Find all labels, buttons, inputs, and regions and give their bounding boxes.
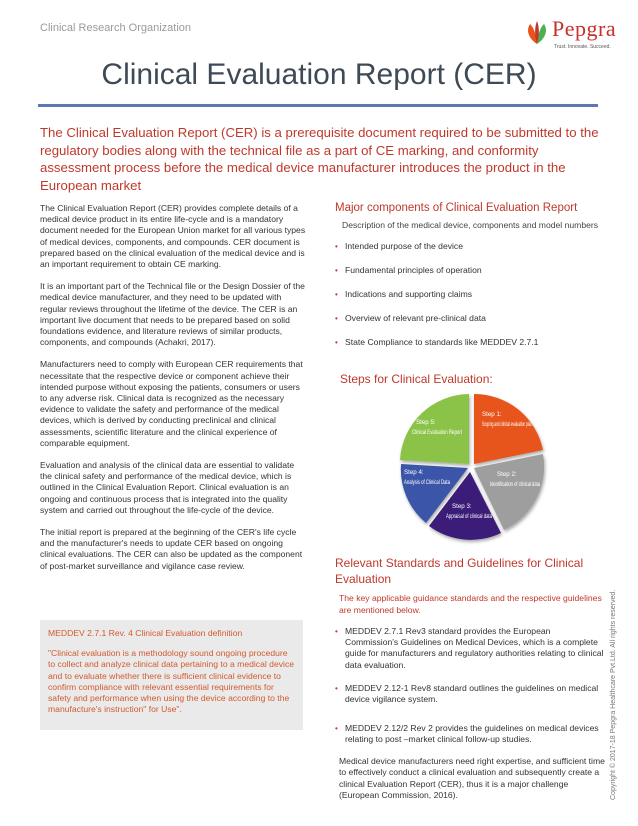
standards-list <box>335 626 605 746</box>
bullet-icon: • <box>335 683 338 693</box>
step-2-title: Step 2: <box>497 471 517 478</box>
body-paragraph: The Clinical Evaluation Report (CER) provides complete details of a medical device product in its entire life-cycle and is a mandatory document needed for the European Union market for all various types of medical devices, components, and compounds. CER document is prepared based on the clinical evaluation of the medical device and is an important requirement to obtain CE marking. <box>40 203 306 270</box>
title-divider <box>38 104 598 107</box>
standards-closing: Medical device manufacturers need right expertise, and sufficient time to effectively conduct a clinical evaluation and subsequently create a clinical Evaluation Report (CER), thus it is a major challenge (European Commission, 2016). <box>339 755 605 801</box>
standards-section <box>335 555 605 802</box>
definition-title: MEDDEV 2.7.1 Rev. 4 Clinical Evaluation definition <box>48 628 243 638</box>
standards-sub: The key applicable guidance standards and the respective guidelines are mentioned below. <box>339 593 602 615</box>
pepgra-logo <box>522 14 622 54</box>
list-item: • State Compliance to standards like MEDDEV 2.7.1 <box>335 337 539 348</box>
step-5-title: Step 5: <box>416 419 436 426</box>
bullet-icon: • <box>335 241 338 251</box>
list-item: • MEDDEV 2.12/2 Rev 2 provides the guidelines on medical devices relating to post –market clinical follow-up studies. <box>335 723 599 745</box>
step-3-title: Step 3: <box>452 503 472 510</box>
logo-tagline: Trust. Innovate. Succeed. <box>554 44 611 50</box>
definition-text: "Clinical evaluation is a methodology sound ongoing procedure to collect and analyze clinical data pertaining to a medical device and to evaluate whether there is sufficient clinical evidence to confirm compliance with relevant essential requirements for safety and performance when using the device according to the manufacture's instruction" for Use". <box>48 648 295 715</box>
logo-name: Pepgra <box>552 16 617 41</box>
list-item: • MEDDEV 2.7.1 Rev3 standard provides the European Commission's Guidelines on Medical Devices, which is a complete guide for manufacturers and regulatory authorities relating to clinical data evaluation. <box>335 626 604 670</box>
components-heading: Major components of Clinical Evaluation Report <box>335 202 578 214</box>
components-sub: Description of the medical device, components and model numbers <box>342 220 599 230</box>
step-5-label: Clinical Evaluation Report <box>412 429 463 436</box>
bullet-icon: • <box>335 338 338 348</box>
body-paragraph: Evaluation and analysis of the clinical data are essential to validate the clinical safety and performance of the medical device, which is outlined in the Clinical Evaluation Report. Clinical evaluation is an ongoing and continuous process that is integrated into the quality system and carried out throughout the life-cycle of the device. <box>40 460 295 515</box>
bullet-icon: • <box>335 314 338 324</box>
bullet-icon: • <box>335 265 338 275</box>
step-4-title: Step 4: <box>404 469 424 476</box>
components-list <box>335 241 605 349</box>
step-2-label: Identification of clinical data <box>490 481 541 488</box>
bullet-icon: • <box>335 627 338 636</box>
step-3-label: Appraisal of clinical data <box>446 513 493 520</box>
body-paragraph: It is an important part of the Technical file or the Design Dossier of the medical device manufacturer, and they need to be updated with regular reviews throughout the lifetime of the device. The CER is an important live document that needs to be prepared based on solid foundations evidence, and literature reviews of similar products, components, and compounds (Achakri, 2017). <box>40 281 305 348</box>
steps-pie <box>382 388 562 548</box>
body-paragraph: The initial report is prepared at the beginning of the CER's life cycle and the manufacturer's needs to update CER based on ongoing clinical evaluations. The CER can also be updated as the component of post-market surveillance and vigilance case review. <box>40 527 303 571</box>
components-section <box>335 201 605 349</box>
leaf-icon <box>522 18 552 48</box>
intro-statement: The Clinical Evaluation Report (CER) is a prerequisite document required to be submitted to the regulatory bodies along with the technical file as a part of CE marking, and conformity assessment process before the medical device manufacturer introduces the product in the European market <box>40 125 599 193</box>
step-4-label: Analysis of Clinical Data <box>404 479 451 486</box>
copyright-notice: Copyright © 2017-18 Pepgra Healthcare Pvt.Ltd. All rights reserved. <box>610 589 617 800</box>
list-item: • Indications and supporting claims <box>335 288 473 299</box>
left-column <box>40 203 306 583</box>
page-title: Clinical Evaluation Report (CER) <box>101 58 537 91</box>
definition-box <box>40 620 303 730</box>
standards-heading: Relevant Standards and Guidelines for Clinical Evaluation <box>335 556 584 586</box>
body-paragraph: Manufacturers need to comply with European CER requirements that necessitate that the respective device or component achieve their intended purpose without exposing the patients, consumers or users to any adverse risk. Clinical data is recognized as the necessary evidence to validate the safety and performance of the medical devices, which is derived by conducting preclinical and clinical assessments, scientific literature and the clinical experience of comparable equipment. <box>40 359 303 448</box>
step-1-title: Step 1: <box>482 411 502 418</box>
steps-heading: Steps for Clinical Evaluation: <box>340 372 493 386</box>
bullet-icon: • <box>335 289 338 299</box>
list-item: • MEDDEV 2.12-1 Rev8 standard outlines the guidelines on medical device vigilance system. <box>335 682 599 705</box>
header-org: Clinical Research Organization <box>40 22 192 34</box>
list-item: • Fundamental principles of operation <box>335 264 482 275</box>
bullet-icon: • <box>335 724 338 734</box>
step-1-label: Scoping and clinical evaluation plan <box>482 421 533 428</box>
list-item: • Intended purpose of the device <box>335 240 464 251</box>
list-item: • Overview of relevant pre-clinical data <box>335 313 486 324</box>
step-1-slice <box>474 394 543 464</box>
